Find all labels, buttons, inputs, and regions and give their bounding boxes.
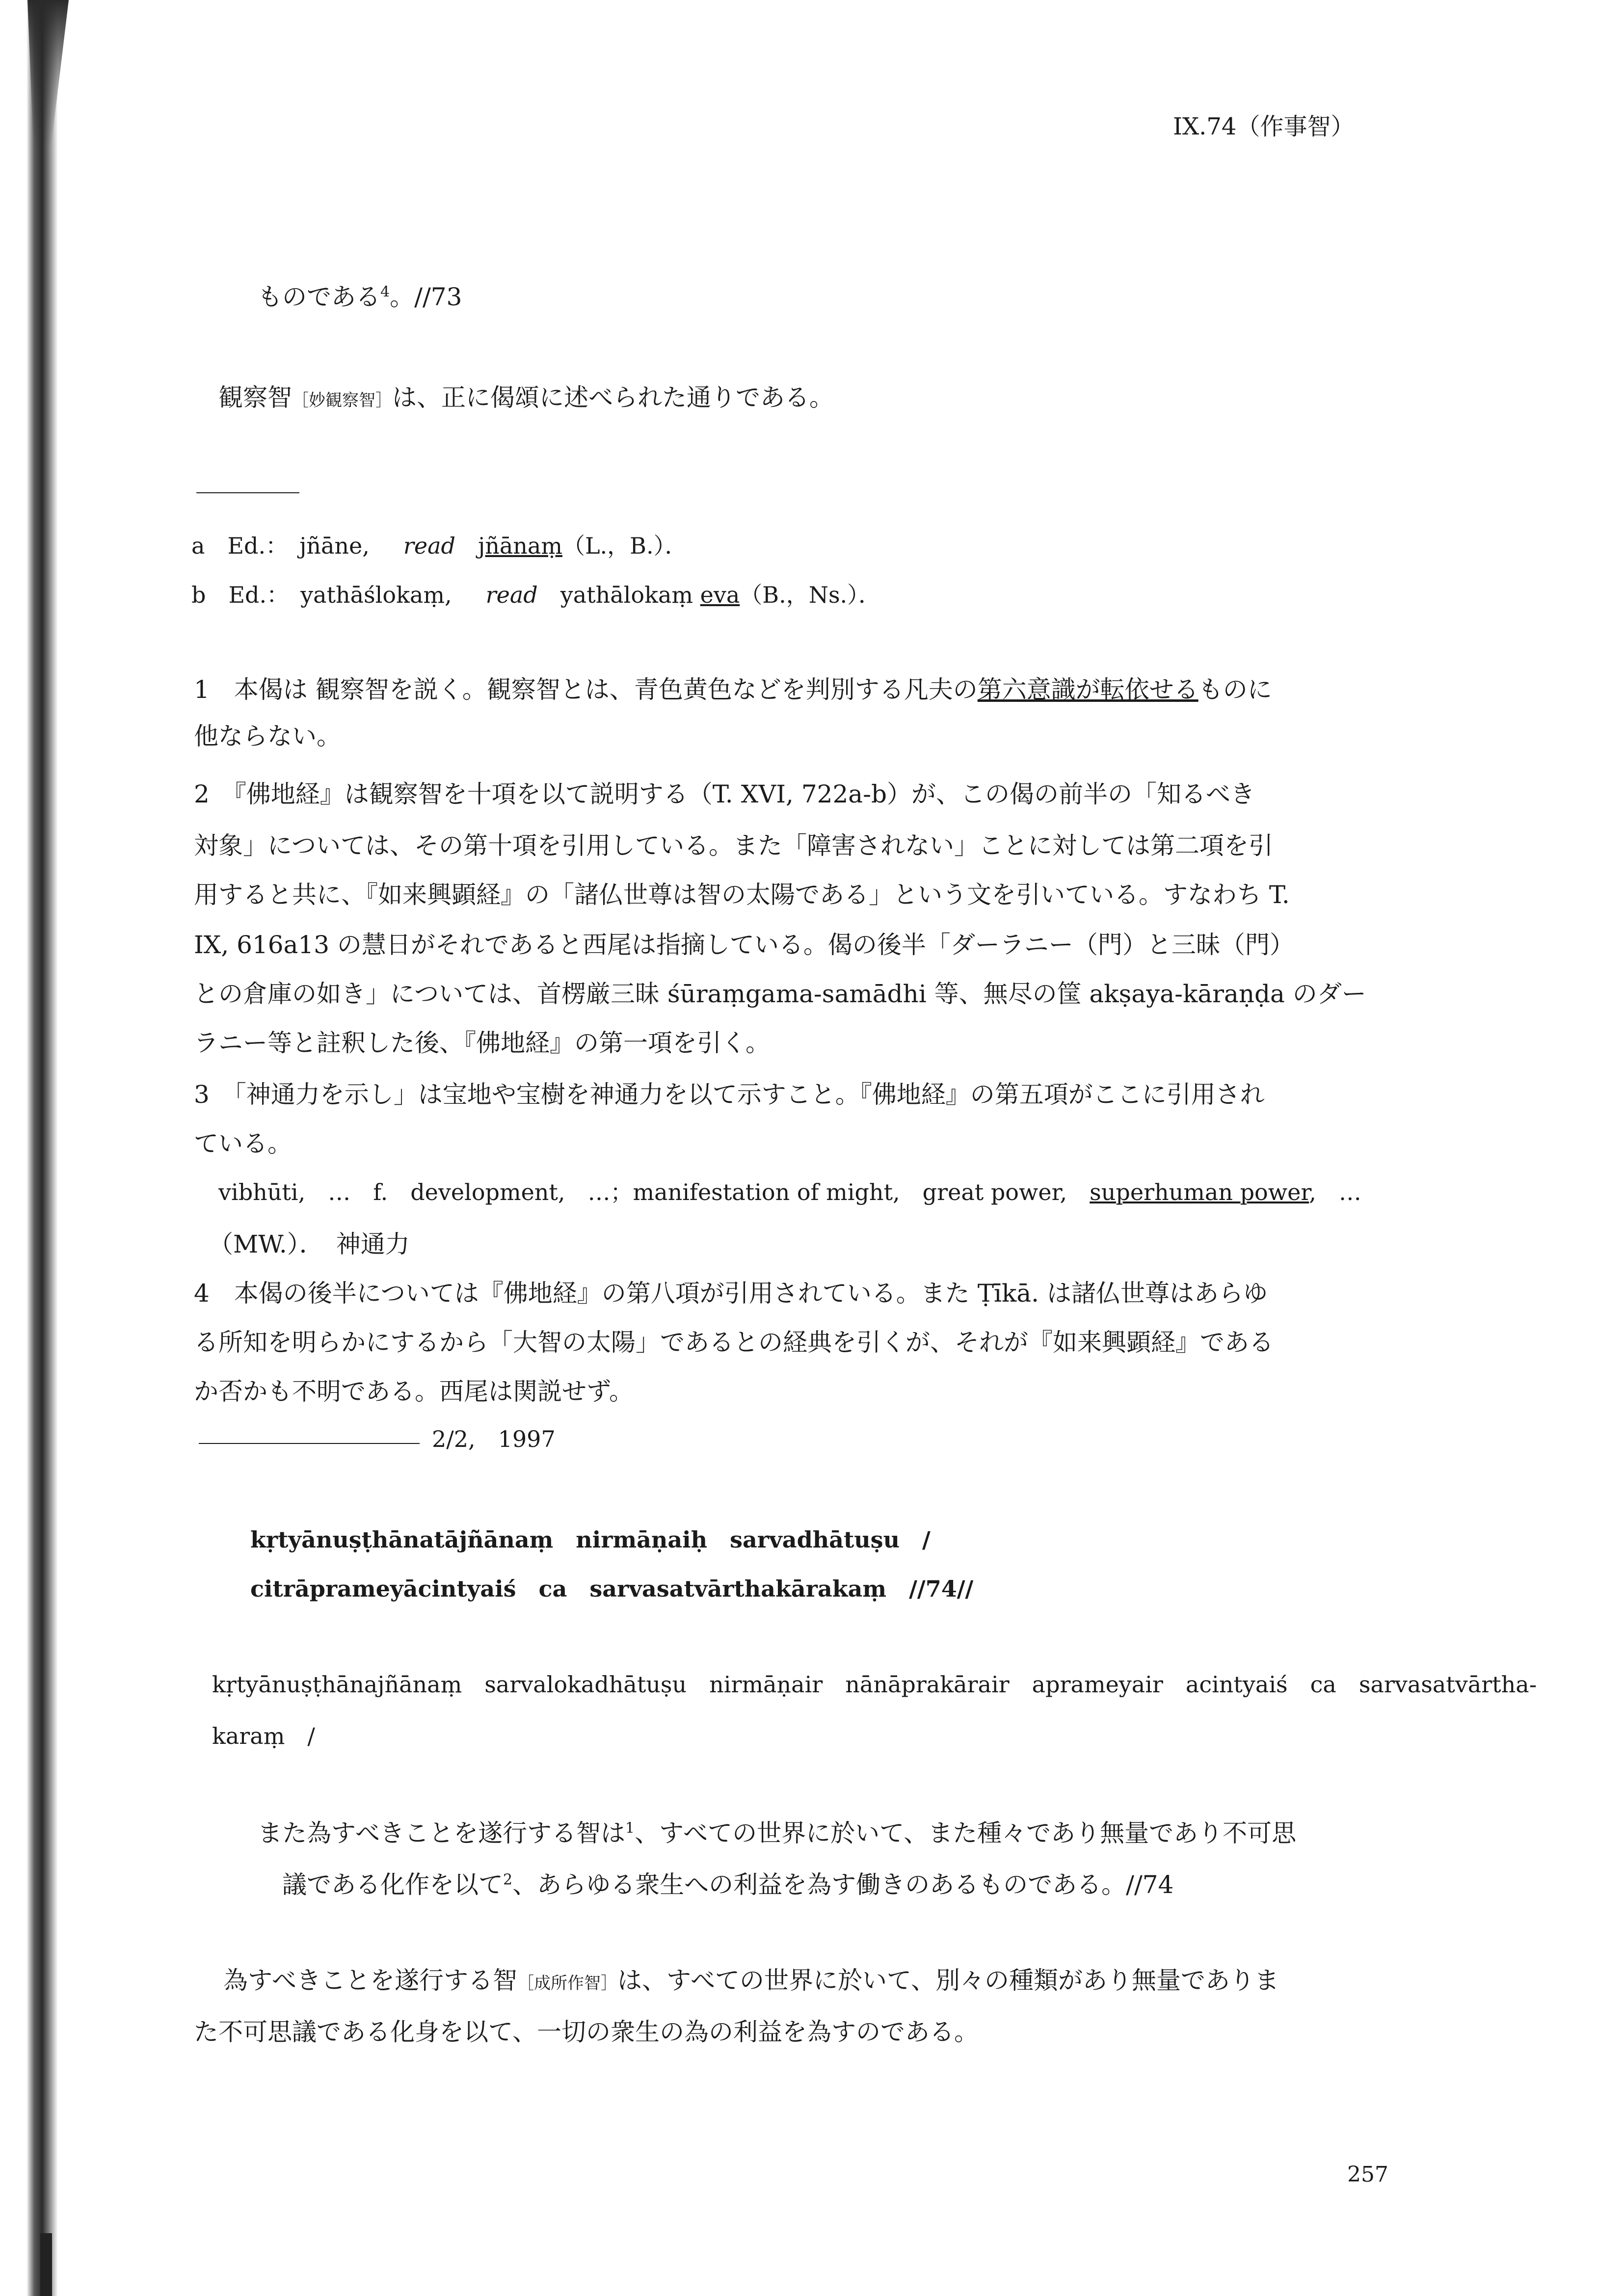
note-1-line-2: 他ならない。 bbox=[194, 722, 341, 750]
final-paragraph-line-1: 為すべきことを遂行する智［成所作智］は、すべての世界に於いて、別々の種類があり無量でありま bbox=[223, 1966, 1279, 1995]
note-2-line-6: ラニー等と註釈した後、『佛地経』の第一項を引く。 bbox=[194, 1029, 770, 1057]
note-3-line-1: 3 「神通力を示し」は宝地や宝樹を神通力を以て示すこと。『佛地経』の第五項がここに引用され bbox=[194, 1080, 1265, 1109]
translation-line-2: 議である化作を以て$^2$、あらゆる衆生への利益を為す働きのあるものである。//74 bbox=[282, 1870, 1174, 1899]
date-stamp: 2/2, 1997 bbox=[432, 1426, 556, 1452]
note-2-line-4: IX, 616a13 の慧日がそれであると西尾は指摘している。偈の後半「ダーラニー（門）と三昧（門） bbox=[194, 931, 1294, 959]
verse-73-ending: ものである$^4$。//73 bbox=[258, 283, 462, 311]
final-paragraph-line-2: た不可思議である化身を以て、一切の衆生の為の利益を為すのである。 bbox=[194, 2018, 979, 2046]
note-4-line-1: 4 本偈の後半については『佛地経』の第八項が引用されている。また Ṭīkā. は諸仏世尊はあらゆ bbox=[194, 1279, 1268, 1308]
note-2-line-2: 対象」については、その第十項を引用している。また「障害されない」ことに対しては第二項を引 bbox=[194, 831, 1273, 860]
note-2-line-1: 2 『佛地経』は観察智を十項を以て説明する（T. XVI, 722a-b）が、この偈の前半の「知るべき bbox=[194, 780, 1255, 808]
kansatsu-paragraph: 観察智［妙観察智］は、正に偈頌に述べられた通りである。 bbox=[218, 383, 834, 412]
bracket-gloss: ［成所作智］ bbox=[517, 1974, 617, 1993]
note-1-line-1: 1 本偈は 観察智を説く。観察智とは、青色黄色などを判別する凡夫の第六意識が転依せるものに bbox=[194, 675, 1272, 704]
page-number: 257 bbox=[1347, 2162, 1388, 2187]
verse-74-line-2: citrāprameyācintyaiś ca sarvasatvārthakārakaṃ //74// bbox=[250, 1575, 974, 1602]
note-2-line-5: との倉庫の如き」については、首楞厳三昧 śūraṃgama-samādhi 等、無尽の筺 akṣaya-kāraṇḍa のダー bbox=[194, 980, 1366, 1008]
date-rule bbox=[199, 1443, 420, 1444]
footnote-ref-4: 4 bbox=[380, 283, 390, 301]
note-3-line-2: ている。 bbox=[194, 1129, 292, 1158]
footnote-divider bbox=[196, 492, 299, 493]
footnote-ref-1: 1 bbox=[625, 1819, 635, 1837]
variant-note-b: b Ed.： yathāślokaṃ, read yathālokaṃ eva（B.，Ns.）． bbox=[191, 582, 881, 608]
note-4-line-2: る所知を明らかにするから「大智の太陽」であるとの経典を引くが、それが『如来興顕経』である bbox=[194, 1328, 1274, 1357]
scan-binding-shadow bbox=[0, 0, 58, 2296]
verse-74-line-1: kṛtyānuṣṭhānatājñānaṃ nirmāṇaiḥ sarvadhātuṣu / bbox=[250, 1526, 931, 1553]
bracket-gloss: ［妙観察智］ bbox=[292, 391, 392, 410]
translation-line-1: また為すべきことを遂行する智は$^1$、すべての世界に於いて、また種々であり無量であり不可思 bbox=[258, 1819, 1297, 1847]
scan-bottom-artifact bbox=[40, 2233, 52, 2296]
note-3-mw-source: （MW.）． 神通力 bbox=[209, 1230, 410, 1258]
commentary-line-2: karaṃ / bbox=[212, 1723, 315, 1749]
note-4-line-3: か否かも不明である。西尾は関説せず。 bbox=[194, 1377, 634, 1406]
note-2-line-3: 用すると共に、『如来興顕経』の「諸仏世尊は智の太陽である」という文を引いている。すなわち T. bbox=[194, 881, 1290, 909]
note-3-mw-quote: vibhūti, … f. development, …；manifestation of might, great power, superhuman power, … bbox=[218, 1179, 1361, 1205]
variant-note-a: a Ed.： jñāne, read jñānaṃ（L.，B.）． bbox=[191, 533, 688, 559]
footnote-ref-2: 2 bbox=[503, 1871, 513, 1889]
running-header: IX.74（作事智） bbox=[1173, 113, 1355, 140]
commentary-line-1: kṛtyānuṣṭhānajñānaṃ sarvalokadhātuṣu nirmāṇair nānāprakārair aprameyair acintyaiś ca sarvasatvārtha- bbox=[212, 1671, 1537, 1698]
